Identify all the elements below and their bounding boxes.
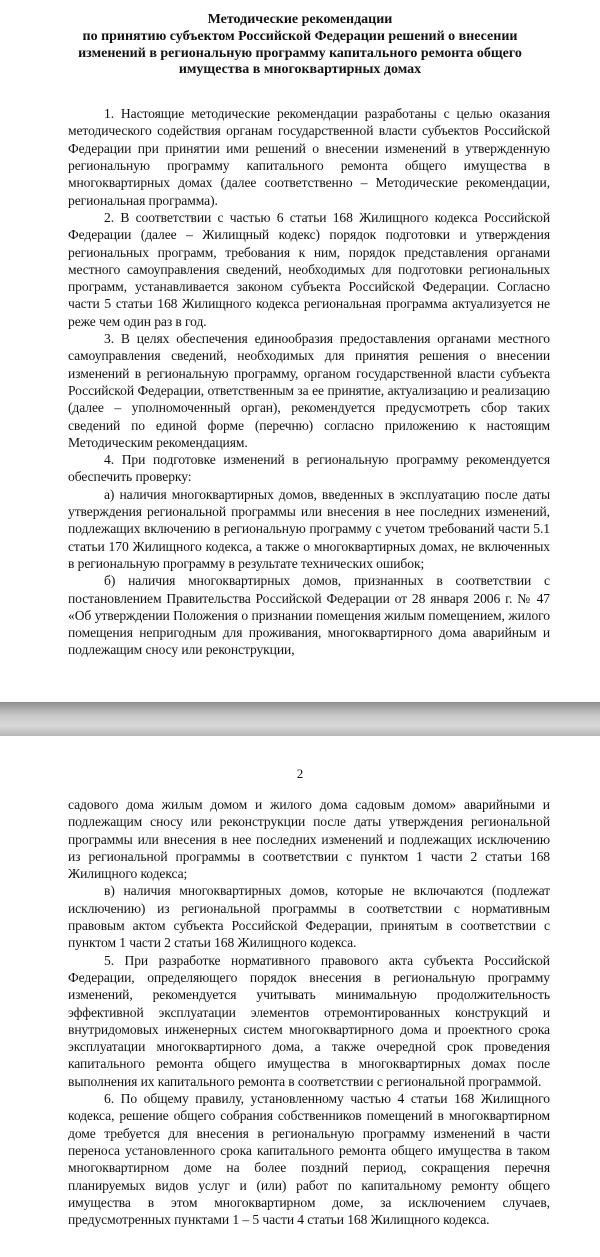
page-separator	[0, 702, 600, 736]
paragraph-6: 6. По общему правилу, установленному частью 4 статьи 168 Жилищного кодекса, решение общего собрания собственников помещений в многоквартирном доме требуется для внесения в региональную программу изменений в части переноса установленного срока капитального ремонта общего имущества в таком многоквартирном доме на более поздний период, сокращения перечня планируемых видов услуг и (или) работ по капитальному ремонту общего имущества в этом многоквартирном доме, за исключением случаев, предусмотренных пунктами 1 – 5 части 4 статьи 168 Жилищного кодекса.	[68, 1091, 550, 1228]
title-line-4: имущества в многоквартирных домах	[178, 62, 422, 78]
paragraph-4: 4. При подготовке изменений в региональную программу рекомендуется обеспечить проверку:	[68, 452, 550, 485]
paragraph-1: 1. Настоящие методические рекомендации разработаны с целью оказания методического содействия органам государственной власти субъектов Российской Федерации при принятии ими решений о внесении изменений в утвержденную региональную программу капитального ремонта общего имущества в многоквартирных домах (далее соответственно – Методические рекомендации, региональная программа).	[68, 106, 550, 208]
paragraph-4b-continued: садового дома жилым домом и жилого дома садовым домом» аварийными и подлежащим сносу или реконструкции после даты утверждения региональной программы или внесения в нее последних изменений и подлежащих исключению из региональной программы в соответствии с пунктом 1 части 2 статьи 168 Жилищного кодекса;	[68, 797, 550, 882]
paragraph-4a: а) наличия многоквартирных домов, введенных в эксплуатацию после даты утверждения региональной программы или внесения в нее последних изменений, подлежащих включению в региональную программу с учетом требований части 5.1 статьи 170 Жилищного кодекса, а также о многоквартирных домах, не включенных в региональную программу в результате технических ошибок;	[68, 486, 550, 571]
document-page-2	[0, 736, 600, 1257]
paragraph-4c: в) наличия многоквартирных домов, которые не включаются (подлежат исключению) из региональной программы в соответствии с нормативным правовым актом субъекта Российской Федерации, принятым в соответствии с пунктом 1 части 2 статьи 168 Жилищного кодекса.	[68, 883, 550, 951]
title-line-2: по принятию субъектом Российской Федерации решений о внесении	[82, 28, 518, 44]
page-2-body	[0, 796, 600, 1228]
document-title	[0, 0, 600, 79]
paragraph-2: 2. В соответствии с частью 6 статьи 168 Жилищного кодекса Российской Федерации (далее – Жилищный кодекс) порядок подготовки и утверждения региональных программ, требования к ним, порядок представления органами местного самоуправления сведений, необходимых для подготовки региональных программ, устанавливается законом субъекта Российской Федерации. Согласно части 5 статьи 168 Жилищного кодекса региональная программа актуализуется не реже чем один раз в год.	[68, 209, 550, 329]
title-line-3: изменений в региональную программу капитального ремонта общего	[78, 45, 522, 61]
page-1-body	[0, 105, 600, 659]
paragraph-3: 3. В целях обеспечения единообразия предоставления органами местного самоуправления сведений, необходимых для принятия решения о внесении изменений в региональную программу, органом государственной власти субъекта Российской Федерации, ответственным за ее принятие, актуализацию и реализацию (далее – уполномоченный орган), рекомендуется предусмотреть сбор таких сведений по единой форме (перечню) согласно приложению к настоящим Методическим рекомендациям.	[68, 331, 550, 450]
page-number: 2	[296, 766, 304, 781]
paragraph-5: 5. При разработке нормативного правового акта субъекта Российской Федерации, определяющего порядок внесения в региональную программу изменений, рекомендуется учитывать минимальную продолжительность эффективной эксплуатации элементов отремонтированных конструкций и внутридомовых инженерных систем многоквартирного дома и проектного срока эксплуатации многоквартирного дома, а также очередной срок проведения капитального ремонта общего имущества в многоквартирных домах после выполнения их капитального ремонта в соответствии с региональной программой.	[68, 952, 550, 1089]
title-line-1: Методические рекомендации	[207, 12, 393, 27]
paragraph-4b: б) наличия многоквартирных домов, признанных в соответствии с постановлением Правительства Российской Федерации от 28 января 2006 г. № 47 «Об утверждении Положения о признании помещения жилым помещением, жилого помещения непригодным для проживания, многоквартирного дома аварийным и подлежащим сносу или реконструкции,	[68, 573, 550, 658]
